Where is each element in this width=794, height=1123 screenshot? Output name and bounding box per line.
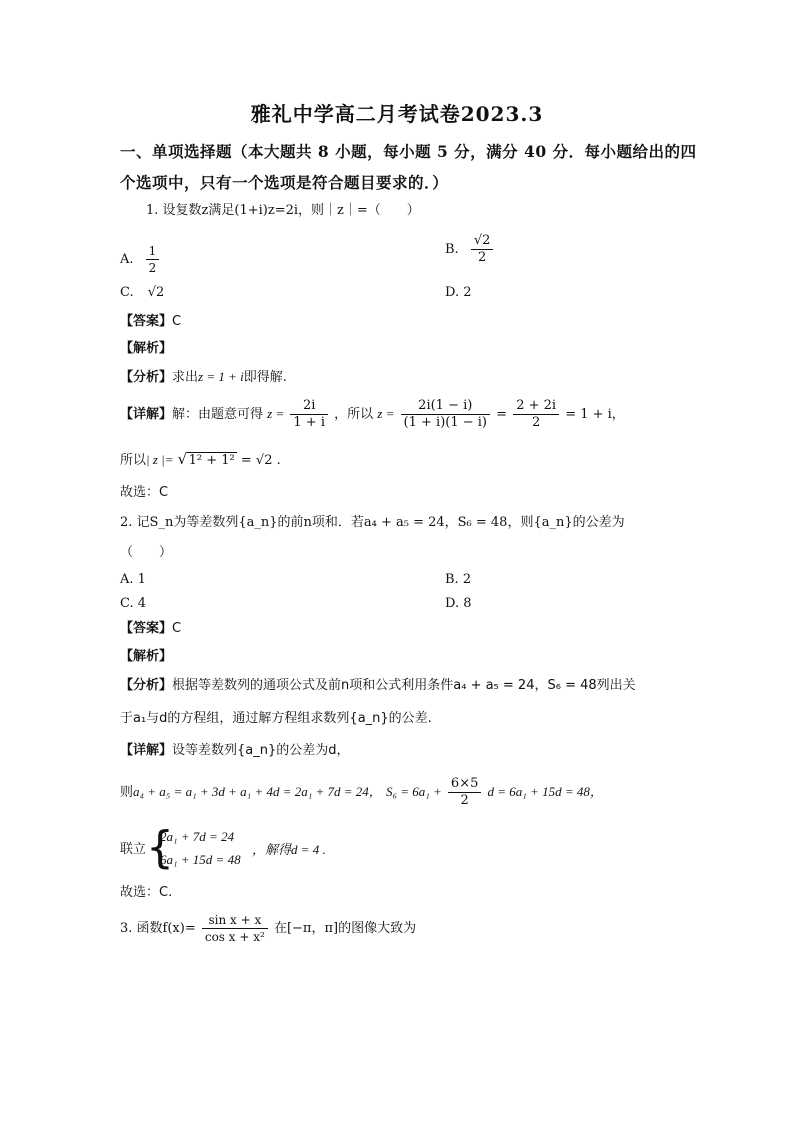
q1-option-d: D. 2 [445,285,472,300]
sqrt [178,452,237,469]
q2-solution [252,842,326,859]
q1-detail: 【详解】解：由题意可得 z = $\frac{2i}{1 + i}$ ，所以 z = $\frac{2i(1 - i)}{(1 + i)(1 - i)}$ = $\frac{2 + 2i}{2}$ = 1 + i， [120,398,625,430]
q2-option-d: D. 8 [445,596,472,611]
numerator: √2 [471,233,494,250]
q1-option-a [120,243,161,276]
denominator: cos x + x² [204,930,265,944]
q1-abs-line [120,452,281,469]
q2-detail [120,743,350,759]
fraction [513,398,559,431]
numerator: 2i(1 − i) [401,398,490,415]
denominator: (1 + i)(1 − i) [403,415,487,430]
option-label: B. [445,242,459,257]
denominator: 1 + i [293,415,325,430]
numerator: 2 + 2i [513,398,559,415]
q1-conclusion: 故选：C [120,485,169,500]
brace-symbol: { [146,822,174,873]
q2-answer [120,621,181,637]
q2-conclusion: 故选：C. [120,885,173,900]
q1-option-c [120,285,164,301]
system-equation: 2a₁ + 7d = 24 [160,829,235,844]
analysis-text: 根据等差数列的通项公式及前n项和公式利用条件a₄ + a₅ = 24，S₆ = 48列出关 [172,678,636,693]
q2-option-c: C. 4 [120,596,147,611]
numerator: 1 [146,243,160,260]
answer-tag: 【答案】 [120,621,173,636]
q1-jiexi-tag: 【解析】 [120,341,173,356]
option-label: A. [120,252,134,267]
answer-tag: 【答案】 [120,314,173,329]
section-heading-line-2: 个选项中，只有一个选项是符合题目要求的．） [120,173,449,192]
analysis-text: 求出 [172,370,199,385]
q2-jiexi-tag: 【解析】 [120,649,173,664]
option-label: C. [120,285,134,300]
option-value: √2 [147,285,165,300]
system-equation: 6a₁ + 15d = 48 [160,852,241,867]
q1-analysis [120,369,287,386]
detail-text: 解：由题意可得 [172,407,264,422]
equation-rhs: = 1 + i， [565,407,625,422]
equation-sn-lhs: S₆ = 6a₁ + [385,784,442,799]
equation: z = 1 + i [198,369,244,384]
q2-system-eq-1 [160,829,234,846]
q1-answer [120,314,181,330]
q2-equations [120,775,603,810]
answer-value: C [172,314,182,329]
fraction [146,243,160,276]
equation-lhs: z = [377,406,395,421]
detail-tag: 【详解】 [120,743,173,758]
fraction [471,233,494,266]
q2-system-eq-2 [160,852,241,869]
detail-text: 设等差数列{a_n}的公差为d， [172,743,350,758]
section-heading-line-1: 一、单项选择题（本大题共 8 小题，每小题 5 分，满分 40 分．每小题给出的四 [120,142,697,161]
q3-prefix: 3. 函数f(x)= [120,921,196,936]
q1-option-b [445,233,495,266]
equation-sum: a₄ + a₅ = a₁ + 3d + a₁ + 4d = 2a₁ + 7d = 24， [133,784,382,799]
q2-option-a: A. 1 [120,572,146,587]
q2-option-b: B. 2 [445,572,472,587]
q3-stem [120,912,416,946]
equation-lhs: | z |= [146,452,174,467]
answer-value: C [172,621,182,636]
analysis-text-end: 即得解. [243,370,287,385]
fraction [290,398,328,431]
denominator: 2 [148,261,157,275]
fraction [448,776,481,809]
q1-stem: 1. 设复数z满足(1+i)z=2i，则｜z｜=（ ） [146,203,420,218]
q2-paren: （ ） [120,545,173,560]
equation-sn-rhs: d = 6a₁ + 15d = 48， [487,784,603,799]
connector-text: 所以 [120,453,147,468]
connector-text: ，所以 [334,407,374,422]
detail-tag: 【详解】 [120,407,173,422]
q2-lianli-text: 联立 [120,842,147,857]
q2-stem: 2. 记S_n为等差数列{a_n}的前n项和．若a₄ + a₅ = 24，S₆ = 48，则{a_n}的公差为 [120,515,625,530]
solution-text: ，解得d = 4 . [252,842,326,857]
page-title: 雅礼中学高二月考试卷2023.3 [250,102,544,126]
fraction [202,912,268,945]
q2-analysis-line-1 [120,678,636,694]
fraction [401,398,490,431]
numerator: 6×5 [448,776,481,793]
equation-lhs: z = [267,406,285,421]
equation-rhs: = √2 . [240,453,281,468]
analysis-tag: 【分析】 [120,678,173,693]
analysis-tag: 【分析】 [120,370,173,385]
q2-analysis-line-2: 于a₁与d的方程组，通过解方程组求数列{a_n}的公差. [120,711,432,726]
numerator: sin x + x [202,912,268,929]
radicand: 1² + 1² [188,453,235,468]
connector-text: 则 [120,785,134,800]
q3-suffix: 在[−π，π]的图像大致为 [273,921,417,936]
denominator: 2 [531,415,541,430]
denominator: 2 [460,793,469,808]
numerator: 2i [290,398,328,415]
denominator: 2 [477,250,487,265]
